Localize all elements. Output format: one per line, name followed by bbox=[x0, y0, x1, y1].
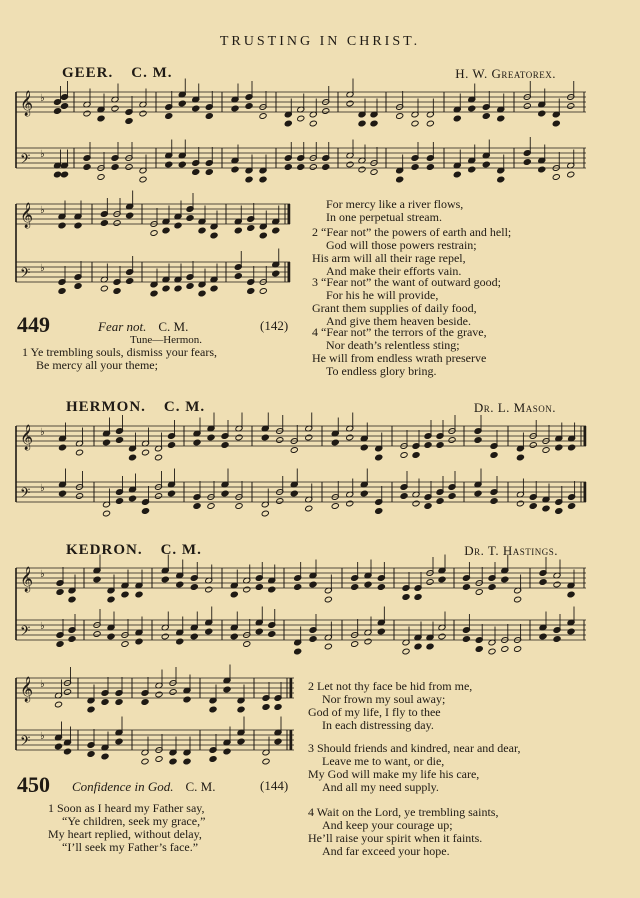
hermon-heading bbox=[66, 398, 205, 416]
svg-text:♭: ♭ bbox=[40, 679, 45, 690]
verse-line: 4 Wait on the Lord, ye trembling saints, bbox=[308, 805, 499, 819]
hymn-449-tune-credit: Tune—Hermon. bbox=[130, 334, 203, 346]
hymn-450-header bbox=[72, 778, 215, 796]
verse-line: He’ll raise your spirit when it faints. bbox=[308, 831, 483, 845]
verse-line: God of my life, I fly to thee bbox=[308, 705, 441, 719]
svg-text:♭: ♭ bbox=[40, 263, 45, 274]
verse-line: Be mercy all your theme; bbox=[36, 358, 158, 372]
svg-text:𝄞: 𝄞 bbox=[20, 203, 34, 228]
verse-line: Nor death’s relentless sting; bbox=[326, 338, 460, 352]
verse-line: My heart replied, without delay, bbox=[48, 827, 202, 841]
running-head: TRUSTING IN CHRIST. bbox=[219, 34, 421, 49]
verse-line: Grant them supplies of daily food, bbox=[312, 301, 477, 315]
geer-composer: H. W. Greatorex. bbox=[455, 66, 556, 81]
svg-text:♭: ♭ bbox=[40, 731, 45, 742]
verse-line: And far exceed your hope. bbox=[322, 844, 450, 858]
verse-line: 3 “Fear not” the want of outward good; bbox=[312, 275, 501, 289]
verse-line: 1 Soon as I heard my Father say, bbox=[48, 801, 205, 815]
hymn-449-verse-3 bbox=[312, 276, 501, 328]
geer-heading bbox=[62, 64, 173, 82]
hymn-450-verse-3 bbox=[308, 742, 520, 794]
kedron-score-system-2 bbox=[14, 672, 296, 768]
hymn-450-verse-2 bbox=[308, 680, 472, 732]
geer-score-system-1 bbox=[14, 86, 588, 182]
svg-text:𝄞: 𝄞 bbox=[20, 425, 34, 450]
geer-score-system-2 bbox=[14, 196, 292, 304]
svg-text:♭: ♭ bbox=[40, 427, 45, 438]
svg-text:𝄢: 𝄢 bbox=[20, 265, 31, 284]
hymn-449-verse-2 bbox=[312, 226, 511, 278]
verse-line: 1 Ye trembling souls, dismiss your fears, bbox=[22, 345, 217, 359]
verse-line: And all my need supply. bbox=[322, 780, 439, 794]
verse-line: And keep your courage up; bbox=[322, 818, 453, 832]
verse-line: He will from endless wrath preserve bbox=[312, 351, 487, 365]
svg-text:𝄢: 𝄢 bbox=[20, 485, 31, 504]
svg-text:𝄞: 𝄞 bbox=[20, 91, 34, 116]
svg-text:♭: ♭ bbox=[40, 149, 45, 160]
kedron-composer: Dr. T. Hastings. bbox=[464, 543, 558, 558]
verse-line: God will those powers restrain; bbox=[326, 238, 477, 252]
hermon-composer: Dr. L. Mason. bbox=[473, 400, 556, 415]
hymn-450-ref: (144) bbox=[260, 778, 289, 793]
verse-line: In each distressing day. bbox=[322, 718, 434, 732]
kedron-heading bbox=[66, 541, 202, 559]
kedron-tune-name: KEDRON. bbox=[66, 542, 143, 558]
verse-line: My God will make my life his care, bbox=[308, 767, 480, 781]
verse-line: His arm will all their rage repel, bbox=[312, 251, 466, 265]
svg-text:𝄢: 𝄢 bbox=[20, 623, 31, 642]
hymn-449-number: 449 bbox=[17, 312, 50, 337]
hymn-449-verse-4 bbox=[312, 326, 487, 378]
hymn-450-verse-4 bbox=[308, 806, 498, 858]
svg-text:𝄢: 𝄢 bbox=[20, 733, 31, 752]
svg-text:𝄞: 𝄞 bbox=[20, 567, 34, 592]
hermon-tune-name: HERMON. bbox=[66, 399, 146, 415]
kedron-meter: C. M. bbox=[160, 542, 202, 558]
verse-line: For his he will provide, bbox=[326, 288, 439, 302]
geer-tune-name: GEER. bbox=[62, 65, 114, 81]
hymn-450-number: 450 bbox=[17, 772, 50, 797]
svg-text:𝄢: 𝄢 bbox=[20, 151, 31, 170]
verse-line: In one perpetual stream. bbox=[326, 210, 442, 224]
hermon-meter: C. M. bbox=[163, 399, 206, 415]
hymn-450-title: Confidence in God. bbox=[72, 779, 174, 794]
svg-text:♭: ♭ bbox=[40, 569, 45, 580]
svg-text:𝄞: 𝄞 bbox=[20, 677, 34, 702]
geer-meter: C. M. bbox=[131, 65, 173, 81]
hymn-449-verse-1 bbox=[22, 346, 217, 372]
hymn-449-ref: (142) bbox=[260, 318, 289, 333]
verse-line: Leave me to want, or die, bbox=[322, 754, 445, 768]
hymn-449-verse-1-continued bbox=[312, 198, 463, 224]
verse-line: And make their efforts vain. bbox=[326, 264, 462, 278]
svg-text:♭: ♭ bbox=[40, 621, 45, 632]
verse-line: 3 Should friends and kindred, near and dear, bbox=[308, 741, 521, 755]
verse-line: 2 Let not thy face be hid from me, bbox=[308, 679, 473, 693]
verse-line: “I’ll seek my Father’s face.” bbox=[62, 840, 199, 854]
hymn-450-verse-1 bbox=[48, 802, 205, 854]
verse-line: To endless glory bring. bbox=[326, 364, 437, 378]
verse-line: 4 “Fear not” the terrors of the grave, bbox=[312, 325, 487, 339]
verse-line: And give them heaven beside. bbox=[326, 314, 471, 328]
svg-text:♭: ♭ bbox=[40, 93, 45, 104]
kedron-score-system-1 bbox=[14, 562, 588, 658]
svg-text:♭: ♭ bbox=[40, 205, 45, 216]
hymn-449-meter: C. M. bbox=[158, 319, 189, 334]
hymn-450-meter: C. M. bbox=[185, 779, 216, 794]
svg-text:♭: ♭ bbox=[40, 483, 45, 494]
verse-line: “Ye children, seek my grace,” bbox=[62, 814, 206, 828]
verse-line: For mercy like a river flows, bbox=[326, 197, 464, 211]
verse-line: 2 “Fear not” the powers of earth and hell; bbox=[312, 225, 512, 239]
verse-line: Nor frown my soul away; bbox=[322, 692, 446, 706]
hymn-449-title: Fear not. bbox=[98, 319, 147, 334]
hermon-score bbox=[14, 418, 588, 514]
